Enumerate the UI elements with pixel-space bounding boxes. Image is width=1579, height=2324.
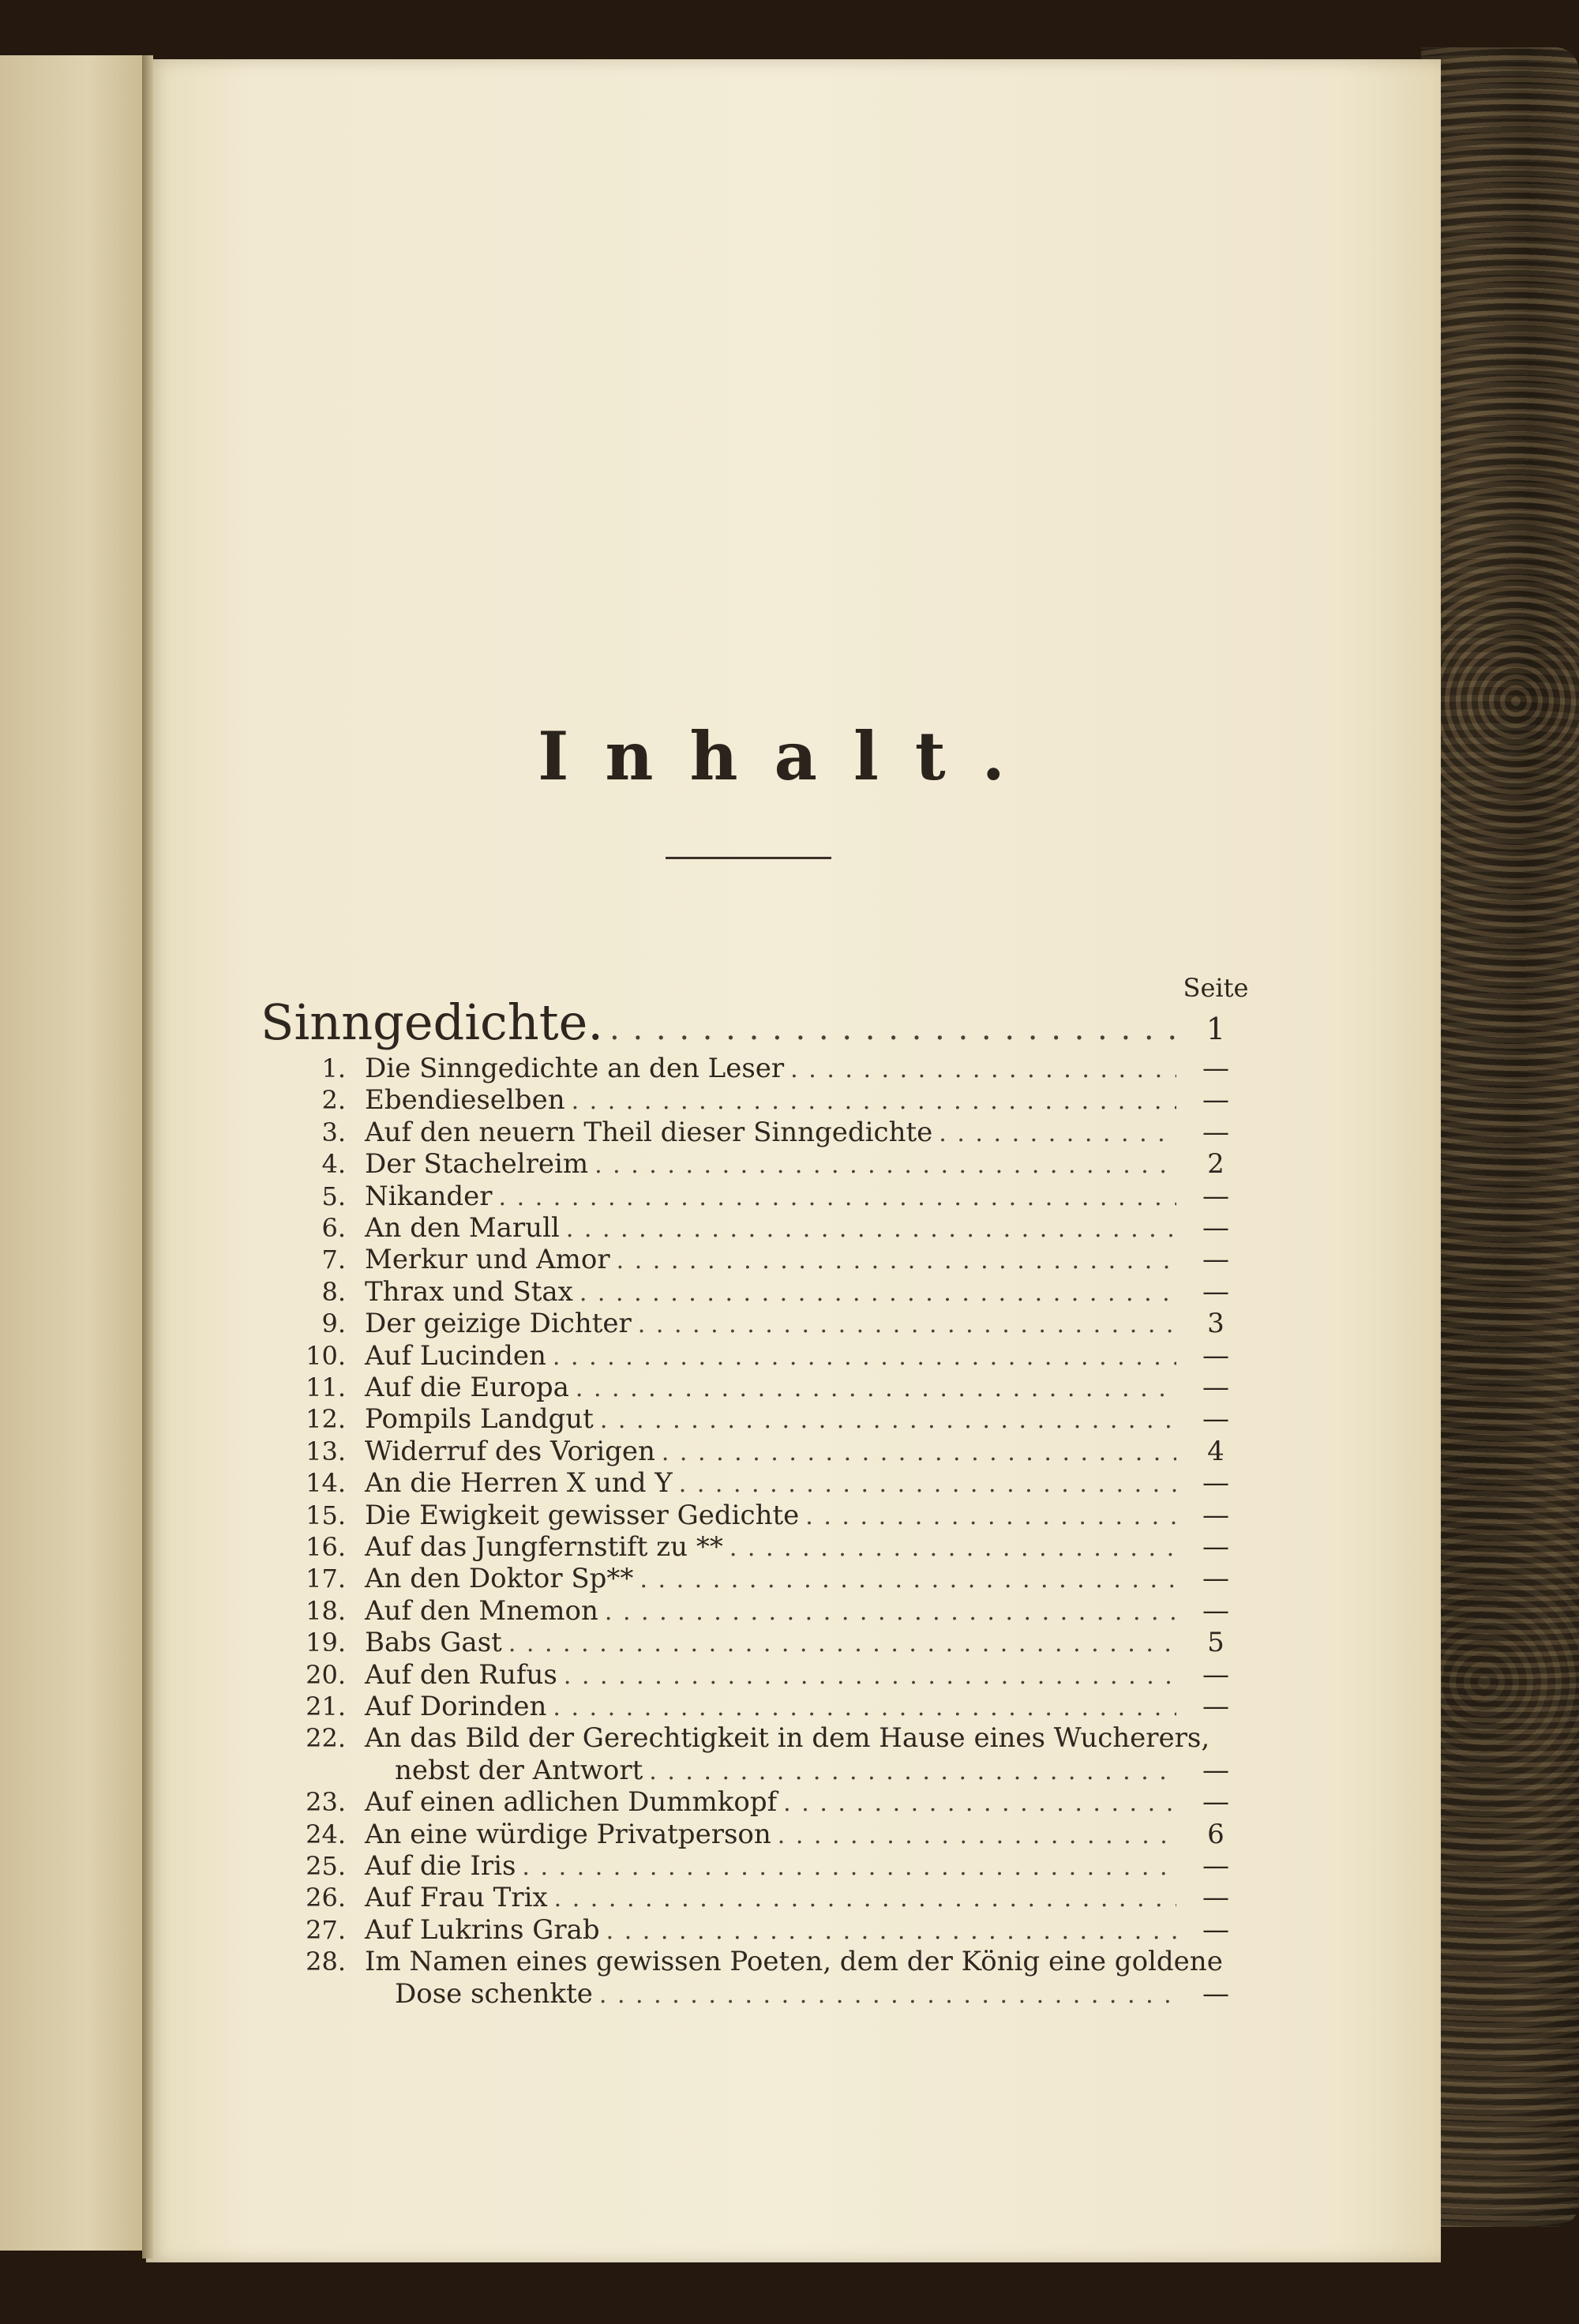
- leader-dots: [566, 1215, 1176, 1243]
- entry-number: 6.: [321, 1213, 346, 1243]
- toc-entry: [292, 1372, 1255, 1403]
- leader-dots: [778, 1822, 1176, 1849]
- entry-title: Thrax und Stax: [365, 1276, 573, 1308]
- entry-title: An die Herren X und Y: [365, 1467, 673, 1499]
- toc-entry: [292, 1563, 1255, 1594]
- leader-dots: [553, 1343, 1176, 1371]
- entry-number: 5.: [321, 1181, 346, 1211]
- entry-page: —: [1202, 1850, 1229, 1882]
- toc-entry: [292, 1595, 1255, 1627]
- entry-page: 5: [1207, 1627, 1225, 1658]
- leader-dots: [605, 1598, 1176, 1626]
- toc-entry: [292, 1691, 1255, 1722]
- toc-entry: [395, 1755, 1255, 1786]
- entry-title: Dose schenkte: [395, 1978, 593, 2010]
- entry-number: 23.: [306, 1787, 346, 1817]
- entry-title: Die Sinngedichte an den Leser: [365, 1053, 785, 1084]
- toc-entry: [292, 1148, 1255, 1180]
- entry-title: Babs Gast: [365, 1627, 502, 1658]
- entry-page: —: [1202, 1467, 1229, 1499]
- toc-entry: [292, 1117, 1255, 1148]
- toc-entry: [292, 1276, 1255, 1308]
- entry-page: —: [1202, 1755, 1229, 1786]
- leader-dots: [609, 1011, 1176, 1047]
- entry-title: Auf den Mnemon: [365, 1595, 598, 1627]
- entry-page: 3: [1207, 1308, 1225, 1339]
- toc-entry: [292, 1786, 1255, 1818]
- leader-dots: [600, 1406, 1176, 1434]
- entry-number: 20.: [306, 1660, 346, 1690]
- page-column-header: Seite: [1183, 973, 1249, 1003]
- entry-page: 4: [1207, 1436, 1225, 1467]
- entry-page: —: [1202, 1403, 1229, 1435]
- entry-title: Die Ewigkeit gewisser Gedichte: [365, 1500, 800, 1531]
- leader-dots: [576, 1375, 1176, 1402]
- leader-dots: [508, 1630, 1176, 1658]
- entry-page: —: [1202, 1244, 1229, 1275]
- entry-number: 2.: [321, 1085, 346, 1115]
- leader-dots: [638, 1311, 1176, 1338]
- toc-entry: [292, 1722, 1255, 1754]
- entry-title: An den Marull: [365, 1212, 560, 1244]
- entry-page: —: [1202, 1084, 1229, 1116]
- entry-number: 16.: [306, 1532, 346, 1562]
- toc-entry: [292, 1819, 1255, 1850]
- entry-number: 10.: [306, 1341, 346, 1371]
- entry-page: 2: [1207, 1148, 1225, 1180]
- entry-title: Ebendieselben: [365, 1084, 565, 1116]
- entry-page: —: [1202, 1691, 1229, 1722]
- leader-dots: [554, 1885, 1176, 1913]
- entry-page: —: [1202, 1531, 1229, 1563]
- entry-number: 11.: [306, 1372, 346, 1402]
- entry-page: —: [1202, 1181, 1229, 1212]
- entry-page: —: [1202, 1978, 1229, 2010]
- leader-dots: [572, 1087, 1176, 1115]
- entry-page: —: [1202, 1595, 1229, 1627]
- entry-number: 9.: [321, 1308, 346, 1338]
- entry-page: —: [1202, 1340, 1229, 1372]
- entry-title: Der geizige Dichter: [365, 1308, 632, 1339]
- entry-number: 17.: [306, 1564, 346, 1594]
- leader-dots: [662, 1439, 1176, 1466]
- entry-number: 3.: [321, 1117, 346, 1147]
- entry-page: —: [1202, 1053, 1229, 1084]
- leader-dots: [579, 1279, 1176, 1307]
- entry-title: An den Doktor Sp**: [365, 1563, 634, 1594]
- toc-entry: [292, 1467, 1255, 1499]
- entry-number: 26.: [306, 1883, 346, 1913]
- toc-entry: [292, 1946, 1255, 1977]
- toc-entry: [292, 1244, 1255, 1275]
- toc-entry: [292, 1500, 1255, 1531]
- toc-entry: [292, 1053, 1255, 1084]
- leader-dots: [783, 1789, 1176, 1817]
- toc-entry: [292, 1212, 1255, 1244]
- toc-entry: [292, 1340, 1255, 1372]
- toc-entry: [292, 1084, 1255, 1116]
- entry-page: —: [1202, 1276, 1229, 1308]
- section-page: 1: [1206, 1012, 1226, 1046]
- leader-dots: [553, 1694, 1176, 1721]
- leader-dots: [805, 1503, 1176, 1530]
- entry-page: —: [1202, 1882, 1229, 1913]
- leader-dots: [939, 1120, 1176, 1147]
- entry-number: 1.: [321, 1053, 346, 1083]
- leader-dots: [729, 1534, 1176, 1562]
- entry-title: Auf Lucinden: [365, 1340, 546, 1372]
- entry-title: Nikander: [365, 1181, 493, 1212]
- entry-page: —: [1202, 1659, 1229, 1691]
- toc-entry: [292, 1403, 1255, 1435]
- entry-number: 24.: [306, 1819, 346, 1849]
- toc-entry: [292, 1882, 1255, 1913]
- page-title: Inhalt.: [538, 717, 1041, 795]
- section-label: Sinngedichte.: [261, 993, 604, 1051]
- section-heading: [261, 993, 1255, 1049]
- entry-number: 12.: [306, 1404, 346, 1434]
- leader-dots: [679, 1470, 1176, 1498]
- leader-dots: [606, 1917, 1176, 1945]
- entry-title: nebst der Antwort: [395, 1755, 643, 1786]
- entry-number: 14.: [306, 1468, 346, 1498]
- entry-title: Widerruf des Vorigen: [365, 1436, 655, 1467]
- entry-number: 27.: [306, 1915, 346, 1945]
- entry-number: 7.: [321, 1245, 346, 1275]
- leader-dots: [594, 1151, 1176, 1179]
- entry-number: 19.: [306, 1628, 346, 1658]
- toc-entry: [292, 1531, 1255, 1563]
- entry-number: 4.: [321, 1149, 346, 1179]
- entry-title: Pompils Landgut: [365, 1403, 594, 1435]
- entry-page: —: [1202, 1563, 1229, 1594]
- leader-dots: [564, 1662, 1176, 1690]
- entry-number: 21.: [306, 1691, 346, 1721]
- toc-entry: [292, 1659, 1255, 1691]
- entry-title: Im Namen eines gewissen Poeten, dem der König eine goldene: [365, 1946, 1223, 1977]
- entry-page: 6: [1207, 1819, 1225, 1850]
- leader-dots: [499, 1184, 1176, 1211]
- leader-dots: [599, 1981, 1176, 2009]
- toc-entry: [292, 1181, 1255, 1212]
- entry-title: Merkur und Amor: [365, 1244, 610, 1275]
- leader-dots: [639, 1566, 1176, 1594]
- entry-page: —: [1202, 1500, 1229, 1531]
- leader-dots: [617, 1247, 1176, 1275]
- entry-number: 25.: [306, 1851, 346, 1881]
- entry-number: 28.: [306, 1947, 346, 1977]
- entry-title: Auf das Jungfernstift zu **: [365, 1531, 723, 1563]
- leader-dots: [522, 1853, 1176, 1881]
- entry-page: —: [1202, 1117, 1229, 1148]
- entry-title: An eine würdige Privatperson: [365, 1819, 771, 1850]
- entry-title: Auf die Europa: [365, 1372, 569, 1403]
- entry-title: Auf den neuern Theil dieser Sinngedichte: [365, 1117, 933, 1148]
- toc-entry: [292, 1627, 1255, 1658]
- entry-page: —: [1202, 1372, 1229, 1403]
- entry-title: Auf Dorinden: [365, 1691, 547, 1722]
- entry-number: 8.: [321, 1277, 346, 1307]
- toc-entry: [292, 1308, 1255, 1339]
- entry-number: 15.: [306, 1500, 346, 1530]
- leader-dots: [790, 1056, 1176, 1083]
- entry-page: —: [1202, 1914, 1229, 1946]
- entry-page: —: [1202, 1212, 1229, 1244]
- entry-page: —: [1202, 1786, 1229, 1818]
- entry-title: Auf einen adlichen Dummkopf: [365, 1786, 778, 1818]
- toc-entry: [292, 1914, 1255, 1946]
- toc-entry: [395, 1978, 1255, 2010]
- entry-title: Auf Lukrins Grab: [365, 1914, 600, 1946]
- toc-entry: [292, 1850, 1255, 1882]
- entry-title: An das Bild der Gerechtigkeit in dem Hause eines Wucherers,: [365, 1722, 1210, 1754]
- toc-entry: [292, 1436, 1255, 1467]
- entry-title: Der Stachelreim: [365, 1148, 589, 1180]
- entry-title: Auf den Rufus: [365, 1659, 557, 1691]
- entry-number: 22.: [306, 1723, 346, 1753]
- entry-number: 18.: [306, 1596, 346, 1626]
- entry-number: 13.: [306, 1436, 346, 1466]
- entry-title: Auf die Iris: [365, 1850, 516, 1882]
- leader-dots: [649, 1758, 1176, 1785]
- entry-title: Auf Frau Trix: [365, 1882, 548, 1913]
